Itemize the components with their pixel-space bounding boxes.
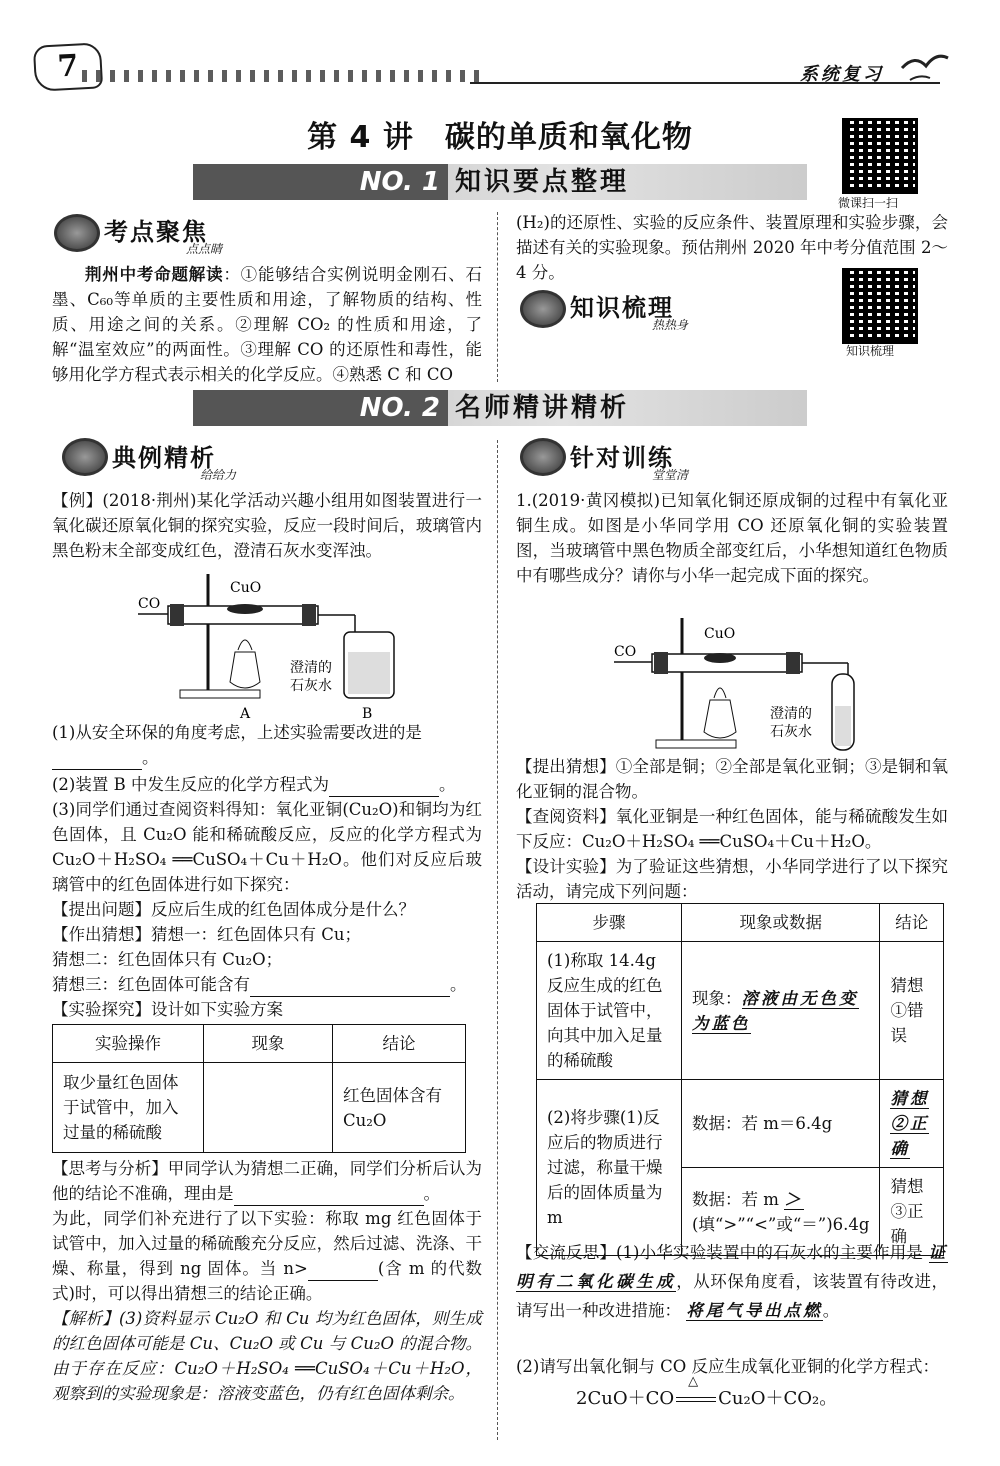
reflect1-text: 【交流反思】(1)小华实验装置中的石灰水的主要作用是	[516, 1243, 924, 1262]
dianli-heading: 典例精析	[112, 444, 216, 472]
training-ref: 【查阅资料】氧化亚铜是一种红色固体，能与稀硫酸发生如下反应：Cu₂O＋H₂SO₄ ══CuSO₄＋Cu＋H₂O。	[516, 807, 948, 851]
training-reflect-1	[516, 1238, 948, 1325]
label-cuo: CuO	[230, 580, 262, 596]
concl2a-answer[interactable]: 猜想②正确	[890, 1089, 930, 1158]
zhishi-heading: 知识梳理	[570, 294, 674, 322]
label-co: CO	[614, 644, 637, 660]
further-blank[interactable]	[308, 1262, 378, 1281]
guess3-blank[interactable]	[250, 978, 450, 997]
kaodian-body: ：①能够结合实例说明金刚石、石墨、C₆₀等单质的主要性质和用途，了解物质的结构、性质、用途之间的关系。②理解 CO₂ 的性质和用途，了解“温室效应”的两面性。③理解 CO 的还原性和毒性，能够用化学方程式表示相关的化学反应。④熟悉 C 和 CO	[52, 265, 483, 384]
column-divider	[497, 212, 498, 382]
reflect1-end: 。	[822, 1301, 840, 1320]
phen-label: 现象：	[692, 988, 742, 1008]
example-ask: 【提出问题】反应后生成的红色固体成分是什么？	[52, 900, 415, 919]
band-number: NO. 2	[193, 390, 448, 426]
zhendui-heading: 针对训练	[570, 444, 674, 472]
q1-blank[interactable]	[52, 751, 142, 770]
header-dots	[82, 70, 482, 82]
table-header: 步骤	[537, 904, 682, 942]
q2-end: 。	[439, 775, 456, 794]
training-guess: 【提出猜想】①全部是铜；②全部是氧化亚铜；③是铜和氧化亚铜的混合物。	[516, 757, 948, 801]
example-think	[52, 1156, 482, 1206]
guess3-text: 猜想三：红色固体可能含有	[52, 975, 250, 994]
table-cell-step1: (1)称取 14.4g 反应生成的红色固体于试管中，向其中加入足量的稀硫酸	[537, 942, 682, 1080]
eq-arrow	[674, 1374, 718, 1409]
table-cell-step2: (2)将步骤(1)反应后的物质进行过滤，称量干燥后的固体质量为 m	[537, 1080, 682, 1256]
zhishi-sub: 热热身	[652, 318, 689, 332]
eq-right: Cu₂O＋CO₂	[718, 1388, 820, 1409]
section-label: 系统复习	[800, 64, 884, 85]
band-label: 知识要点整理	[455, 167, 630, 197]
label-lime-1: 澄清的	[770, 706, 812, 722]
kaodian-text	[52, 262, 482, 387]
label-a: A	[240, 706, 251, 722]
reflect1-text2: ，从环保角度看，该装置有待改进，请写出一种改进措施：	[516, 1272, 949, 1320]
label-lime-2: 石灰水	[770, 724, 812, 740]
reflect1-answer[interactable]: 证明有二氧化碳生成	[516, 1243, 948, 1291]
table-cell-concl1: 猜想①错误	[880, 942, 944, 1080]
qr-code-icon-2[interactable]	[842, 268, 918, 344]
table-cell-concl2b: 猜想③正确	[880, 1168, 944, 1256]
example-explore: 【实验探究】设计如下实验方案	[52, 1000, 283, 1019]
label-lime-1: 澄清的	[290, 660, 332, 676]
table-header: 结论	[333, 1025, 466, 1063]
table-cell-phen[interactable]	[204, 1063, 333, 1153]
example-guess3	[52, 972, 482, 997]
reflect1-answer2[interactable]: 将尾气导出点燃	[686, 1301, 823, 1320]
table-header: 现象	[204, 1025, 333, 1063]
band-no1	[193, 164, 807, 200]
pen-icon	[520, 438, 566, 476]
example-guess1: 【作出猜想】猜想一：红色固体只有 Cu；	[52, 925, 361, 944]
apparatus-diagram-a	[130, 572, 440, 722]
table-cell-concl2a	[880, 1080, 944, 1168]
band-label: 名师精讲精析	[455, 393, 630, 423]
table-cell-data2a: 数据：若 m＝6.4g	[682, 1080, 880, 1168]
band-number: NO. 1	[193, 164, 448, 200]
training-intro: 1.(2019·黄冈模拟)已知氧化铜还原成铜的过程中有氧化亚铜生成。如图是小华同学用 CO 还原氧化铜的实验装置图，当玻璃管中黑色物质全部变红后，小华想知道红色物质中有哪些成分？请你与小华一起完成下面的探究。	[516, 491, 948, 585]
training-reflect-2: (2)请写出氧化铜与 CO 反应生成氧化亚铜的化学方程式：	[516, 1357, 940, 1376]
table-header: 现象或数据	[682, 904, 880, 942]
band-no2	[193, 390, 807, 426]
target-icon	[62, 438, 108, 476]
label-lime-2: 石灰水	[290, 678, 332, 694]
guess3-end: 。	[450, 975, 467, 994]
eq-left: 2CuO＋CO	[576, 1388, 675, 1409]
q1-end: 。	[142, 748, 159, 767]
think-text: 【思考与分析】甲同学认为猜想二正确，同学们分析后认为他的结论不准确，理由是	[52, 1159, 482, 1203]
question-3: (3)同学们通过查阅资料得知：氧化亚铜(Cu₂O)和铜均为红色固体，且 Cu₂O 能和稀硫酸反应，反应的化学方程式为 Cu₂O＋H₂SO₄ ══CuSO₄＋Cu＋H₂O。他们对反应后玻璃管中的红色固体进行如下探究：	[52, 800, 482, 894]
example-guess2: 猜想二：红色固体只有 Cu₂O；	[52, 950, 283, 969]
further-end: (含 m 的代数式)时，可以得出猜想三的结论正确。	[52, 1259, 482, 1303]
book-icon	[520, 290, 566, 328]
data2b-answer[interactable]: ＞	[784, 1189, 804, 1209]
page-title: 第 4 讲 碳的单质和氧化物	[307, 120, 693, 155]
table-cell-phen1	[682, 942, 880, 1080]
question-1	[52, 720, 482, 770]
column-divider-2	[497, 440, 498, 1440]
phen-answer[interactable]: 溶液由无色变为蓝色	[692, 988, 859, 1033]
table-cell-op: 取少量红色固体于试管中，加入过量的稀硫酸	[53, 1063, 204, 1153]
kaodian-sub: 点点睛	[186, 242, 223, 256]
q2-blank[interactable]	[329, 778, 439, 797]
label-co: CO	[138, 596, 161, 612]
table-cell-concl: 红色固体含有 Cu₂O	[333, 1063, 466, 1153]
page-number: 7	[33, 42, 103, 91]
zhendui-sub: 堂堂清	[652, 468, 689, 482]
data2b-text2: (填“>”“<”或“＝”)6.4g	[692, 1214, 870, 1234]
dianli-sub: 给给力	[200, 468, 237, 482]
table-header: 结论	[880, 904, 944, 942]
example-analysis: 【解析】(3)资料显示 Cu₂O 和 Cu 均为红色固体，则生成的红色固体可能是 Cu、Cu₂O 或 Cu 与 Cu₂O 的混合物。由于存在反应：Cu₂O＋H₂SO₄ ══CuSO₄＋Cu＋H₂O，观察到的实验现象是：溶液变蓝色，仍有红色固体剩余。	[52, 1309, 482, 1403]
q2-text: (2)装置 B 中发生反应的化学方程式为	[52, 775, 329, 794]
bird-icon	[900, 48, 950, 84]
question-2	[52, 772, 482, 797]
example-table	[52, 1024, 466, 1153]
kaodian-continued: (H₂)的还原性、实验的反应条件、装置原理和实验步骤，会描述有关的实验现象。预估荆州 2020 年中考分值范围 2～4 分。	[516, 213, 948, 282]
table-header: 实验操作	[53, 1025, 204, 1063]
label-b: B	[362, 706, 373, 722]
apparatus-diagram-b	[612, 614, 872, 754]
example-intro: 【例】(2018·荆州)某化学活动兴趣小组用如图装置进行一氧化碳还原氧化铜的探究实验，反应一段时间后，玻璃管内黑色粉末全部变成红色，澄清石灰水变浑浊。	[52, 491, 482, 560]
think-end: 。	[423, 1184, 440, 1203]
think-blank[interactable]	[234, 1187, 424, 1206]
magnifier-icon	[54, 214, 100, 252]
equation	[516, 1374, 948, 1410]
further-text: 为此，同学们补充进行了以下实验：称取 mg 红色固体于试管中，加入过量的稀硫酸充分反应，然后过滤、洗涤、干燥、称量，得到 ng 固体。当 n>	[52, 1209, 482, 1278]
example-further	[52, 1206, 482, 1306]
q1-text: (1)从安全环保的角度考虑，上述实验需要改进的是	[52, 723, 422, 742]
qr-caption: 微课扫一扫	[838, 196, 899, 210]
label-cuo: CuO	[704, 626, 736, 642]
data2b-text: 数据：若 m	[692, 1189, 779, 1209]
qr-code-icon[interactable]	[842, 118, 918, 194]
training-design: 【设计实验】为了验证这些猜想，小华同学进行了以下探究活动，请完成下列问题：	[516, 857, 948, 901]
kaodian-lead: 荆州中考命题解读	[85, 265, 224, 284]
eq-condition: △	[688, 1374, 699, 1389]
training-table	[536, 903, 944, 1256]
kaodian-heading: 考点聚焦	[104, 218, 208, 246]
eq-end: 。	[819, 1388, 838, 1409]
qr-caption-2: 知识梳理	[846, 344, 895, 358]
